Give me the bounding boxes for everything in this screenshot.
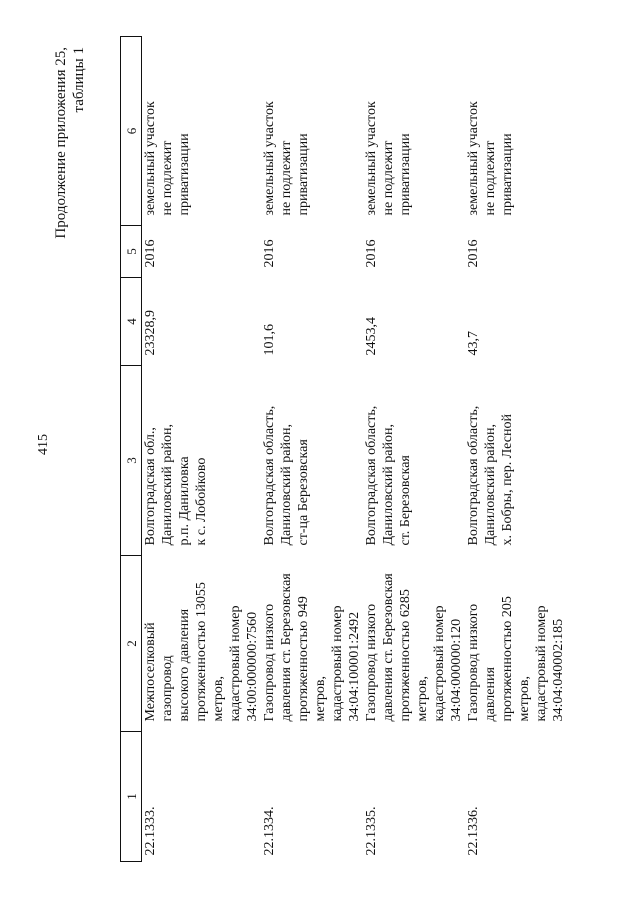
address-line: Волгоградская обл., xyxy=(143,427,158,546)
object-name xyxy=(261,556,363,732)
data-table xyxy=(120,36,567,862)
object-name-line: протяженностью 949 метров, xyxy=(296,596,328,722)
object-name-line: 34:04:100001:2492 xyxy=(347,611,362,722)
object-name-line: кадастровый номер xyxy=(330,605,345,722)
header-row xyxy=(121,37,142,862)
note-line: не подлежит xyxy=(279,140,294,216)
object-note xyxy=(142,37,262,226)
header-col-4: 4 xyxy=(121,278,142,366)
object-area: 2453,4 xyxy=(364,317,379,356)
object-year: 2016 xyxy=(364,239,379,268)
object-note xyxy=(363,37,465,226)
address-line: Волгоградская область, xyxy=(364,405,379,546)
page-number: 415 xyxy=(36,434,51,455)
object-name-line: 34:04:040002:185 xyxy=(551,618,566,722)
table-row xyxy=(363,37,465,862)
rotated-content xyxy=(53,37,566,862)
object-address xyxy=(465,366,567,556)
address-line: х. Бобры, пер. Лесной xyxy=(500,414,515,546)
object-area: 43,7 xyxy=(466,331,481,356)
object-address xyxy=(363,366,465,556)
header-col-3: 3 xyxy=(121,366,142,556)
table-body xyxy=(142,37,568,862)
object-area: 23328,9 xyxy=(143,310,158,356)
header-col-5: 5 xyxy=(121,226,142,278)
address-line: Волгоградская область, xyxy=(262,405,277,546)
object-name-line: давления ст. Березовская xyxy=(381,573,396,722)
row-number: 22.1333. xyxy=(143,806,158,856)
object-name-line: протяженностью 13055 метров, xyxy=(194,582,226,722)
object-name-line: давления ст. Березовская xyxy=(279,573,294,722)
note-line: земельный участок xyxy=(262,101,277,216)
address-line: к с. Лобойково xyxy=(194,457,209,546)
object-name-line: высокого давления xyxy=(177,608,192,722)
table-caption xyxy=(52,47,88,239)
row-number: 22.1335. xyxy=(364,806,379,856)
object-name-line: кадастровый номер xyxy=(534,605,549,722)
object-name-line: протяженностью 205 метров, xyxy=(500,596,532,722)
object-name-line: Газопровод низкого xyxy=(364,603,379,722)
object-area: 101,6 xyxy=(262,324,277,356)
caption-line-1: Продолжение приложения 25, xyxy=(53,47,69,239)
table-row xyxy=(465,37,567,862)
note-line: не подлежит xyxy=(160,140,175,216)
address-line: ст-ца Березовская xyxy=(296,439,311,546)
address-line: Даниловский район, xyxy=(279,424,294,546)
address-line: Даниловский район, xyxy=(483,424,498,546)
object-year: 2016 xyxy=(143,239,158,268)
header-col-2: 2 xyxy=(121,556,142,732)
note-line: не подлежит xyxy=(381,140,396,216)
address-line: Даниловский район, xyxy=(160,424,175,546)
note-line: не подлежит xyxy=(483,140,498,216)
note-line: приватизации xyxy=(500,133,515,216)
address-line: Даниловский район, xyxy=(381,424,396,546)
address-line: ст. Березовская xyxy=(398,455,413,546)
object-year: 2016 xyxy=(262,239,277,268)
object-name-line: Межпоселковый газопровод xyxy=(143,622,175,722)
header-col-6: 6 xyxy=(121,37,142,226)
caption-line-2: таблицы 1 xyxy=(71,47,87,113)
object-name-line: Газопровод низкого xyxy=(262,603,277,722)
object-note xyxy=(465,37,567,226)
address-line: Волгоградская область, xyxy=(466,405,481,546)
object-note xyxy=(261,37,363,226)
note-line: приватизации xyxy=(177,133,192,216)
note-line: приватизации xyxy=(296,133,311,216)
row-number: 22.1336. xyxy=(466,806,481,856)
note-line: земельный участок xyxy=(364,101,379,216)
object-name-line: кадастровый номер xyxy=(228,605,243,722)
object-address xyxy=(142,366,262,556)
note-line: земельный участок xyxy=(143,101,158,216)
object-name xyxy=(465,556,567,732)
table-row xyxy=(142,37,262,862)
object-name-line: 34:00:000000:7560 xyxy=(245,611,260,722)
address-line: р.п. Даниловка xyxy=(177,456,192,546)
header-col-1: 1 xyxy=(121,732,142,862)
object-year: 2016 xyxy=(466,239,481,268)
object-address xyxy=(261,366,363,556)
object-name-line: Газопровод низкого давления xyxy=(466,603,498,722)
note-line: приватизации xyxy=(398,133,413,216)
object-name-line: протяженностью 6285 метров, xyxy=(398,589,430,722)
object-name-line: кадастровый номер xyxy=(432,605,447,722)
object-name-line: 34:04:000000:120 xyxy=(449,618,464,722)
object-name xyxy=(142,556,262,732)
row-number: 22.1334. xyxy=(262,806,277,856)
note-line: земельный участок xyxy=(466,101,481,216)
object-name xyxy=(363,556,465,732)
table-row xyxy=(261,37,363,862)
